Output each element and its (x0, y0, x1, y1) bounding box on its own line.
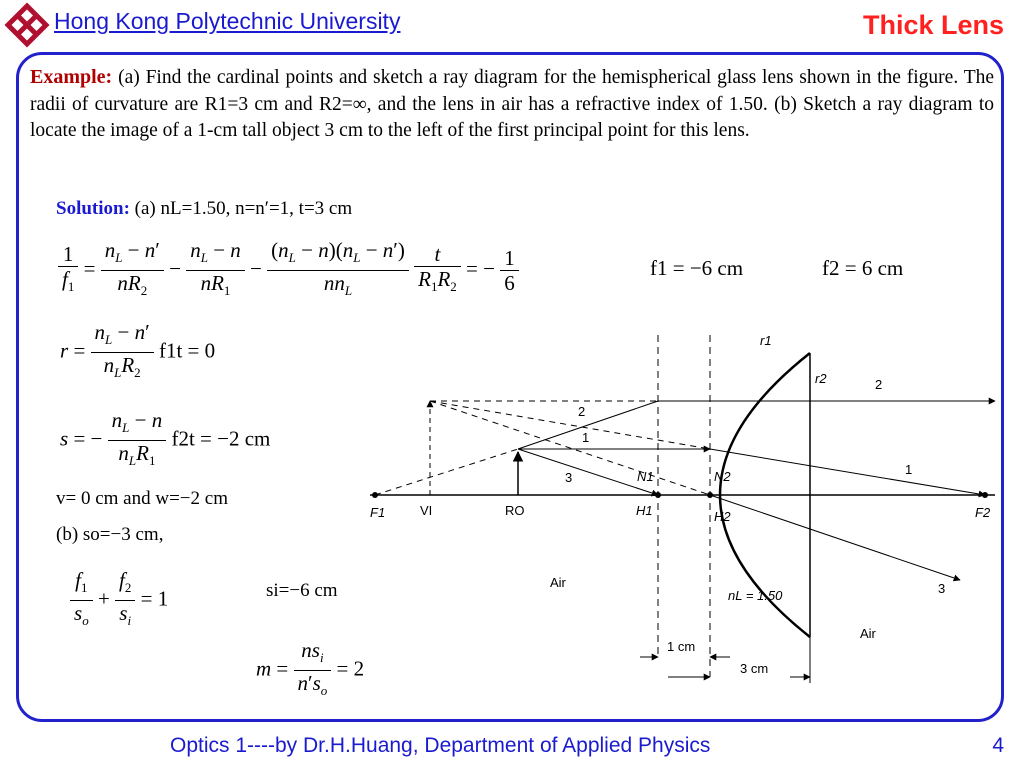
label-ray3-left: 3 (565, 470, 573, 485)
label-ray3-right: 3 (938, 581, 946, 596)
label-nl: nL = 1.50 (728, 588, 783, 603)
lens-equation-rhs: = 1 (140, 586, 169, 611)
f1-result: f1 = −6 cm (650, 256, 744, 280)
label-ray1-left: 1 (582, 430, 590, 445)
lens-equation: $\frac{f_1}{s_o}$ + $\frac{f_2}{s_i}$ = 1 (70, 568, 168, 633)
magnification-equation: m = $\frac{ns_i}{n's_o}$ = 2 (256, 638, 365, 699)
page-number: 4 (992, 734, 1004, 757)
label-r2: r2 (815, 371, 827, 386)
r-equation: r = $\frac{n_L - n'}{n_LR_2}$ f1t = 0 (60, 320, 216, 381)
example-paragraph (30, 64, 994, 145)
label-h2: H2 (714, 509, 731, 524)
label-dim-3cm: 3 cm (740, 661, 769, 676)
label-h1: H1 (636, 503, 653, 518)
label-dim-1cm: 1 cm (667, 639, 696, 654)
si-result: si=−6 cm (266, 580, 338, 601)
r-result: f1t = 0 (158, 338, 216, 363)
solution-given: (a) nL=1.50, n=n′=1, t=3 cm (134, 198, 353, 219)
label-f2: F2 (975, 505, 991, 520)
label-n2: N2 (714, 469, 731, 484)
label-air-left: Air (550, 575, 566, 590)
slide-title: Thick Lens (862, 10, 1004, 40)
solution-label: Solution: (56, 198, 130, 219)
example-label: Example: (30, 66, 113, 88)
label-ro: RO (505, 503, 525, 518)
ray-diagram (360, 325, 1000, 695)
label-f1: F1 (370, 505, 386, 520)
footer-text: Optics 1----by Dr.H.Huang, Department of Applied Physics (170, 734, 711, 757)
university-link[interactable]: Hong Kong Polytechnic University (54, 8, 401, 34)
s-result: f2t = −2 cm (171, 426, 271, 451)
s-equation: s = − $\frac{n_L - n}{n_LR_1}$ f2t = −2 cm (60, 408, 271, 469)
label-ray2-left: 2 (578, 404, 586, 419)
power-equation: $\frac{1}{f_1}$ = $\frac{n_L - n'}{nR_2}$ − $\frac{n_L - n}{nR_1}$ − $\frac{(n_L - n)(n_L - n')}{nn_L}$ $\frac{t}{R_1R_2}$ = − $\frac{1}{6}$ (58, 238, 519, 303)
label-air-right: Air (860, 626, 876, 641)
polyu-logo-icon (4, 2, 50, 48)
f2-result: f2 = 6 cm (822, 256, 904, 280)
part-b-line: (b) so=−3 cm, (56, 524, 164, 545)
label-ray1-right: 1 (905, 462, 913, 477)
label-vi: VI (420, 503, 433, 518)
vw-values: v= 0 cm and w=−2 cm (56, 488, 228, 509)
example-text: (a) Find the cardinal points and sketch a ray diagram for the hemispherical glass lens shown in the figure. The radii of curvature are R1=3 cm and R2=∞, and the lens in air has a refractive index of 1.50. (b) Sketch a ray diagram to locate the image of a 1-cm tall object 3 cm to the left of the first principal point for this lens. (30, 67, 995, 141)
solution-line (56, 198, 352, 220)
magnification-rhs: = 2 (336, 656, 365, 681)
label-n1: N1 (637, 469, 654, 484)
label-ray2-right: 2 (875, 377, 883, 392)
label-r1: r1 (760, 333, 772, 348)
